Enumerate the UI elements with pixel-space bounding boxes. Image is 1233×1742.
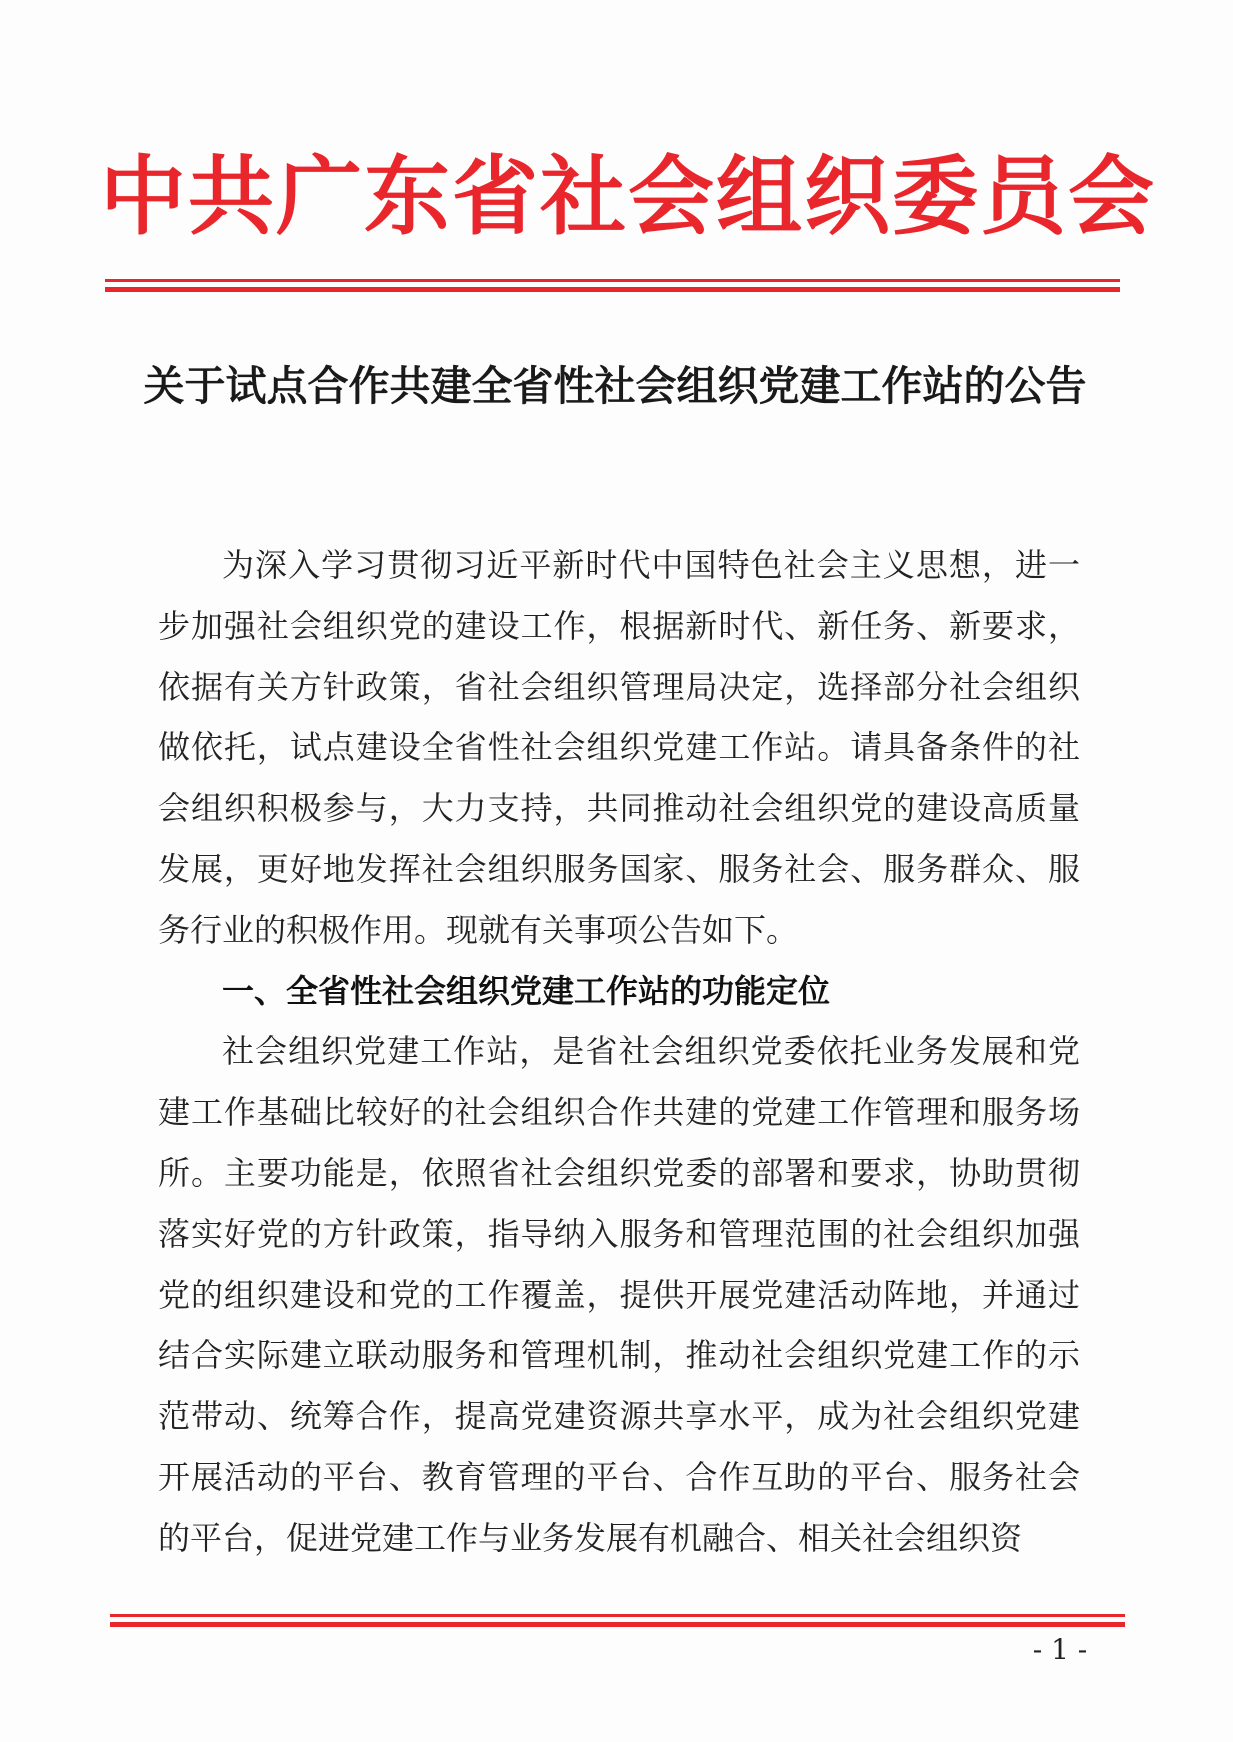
header-divider-thin xyxy=(105,279,1120,282)
section-1-paragraph: 社会组织党建工作站，是省社会组织党委依托业务发展和党建工作基础比较好的社会组织合作共建的党建工作管理和服务场所。主要功能是，依照省社会组织党委的部署和要求，协助贯彻落实好党的方针政策，指导纳入服务和管理范围的社会组织加强党的组织建设和党的工作覆盖，提供开展党建活动阵地，并通过结合实际建立联动服务和管理机制，推动社会组织党建工作的示范带动、统筹合作，提高党建资源共享水平，成为社会组织党建开展活动的平台、教育管理的平台、合作互助的平台、服务社会的平台，促进党建工作与业务发展有机融合、相关社会组织资 xyxy=(158,1032,1080,1557)
document-body xyxy=(158,535,1080,1569)
issuer-masthead: 中共广东省社会组织委员会 xyxy=(100,147,1156,247)
section-heading-1: 一、全省性社会组织党建工作站的功能定位 xyxy=(222,971,831,1010)
document-title: 关于试点合作共建全省性社会组织党建工作站的公告 xyxy=(143,362,1087,410)
header-divider-thick xyxy=(105,287,1120,292)
footer-divider-thin xyxy=(110,1614,1125,1617)
footer-divider-thick xyxy=(110,1622,1125,1627)
intro-paragraph: 为深入学习贯彻习近平新时代中国特色社会主义思想，进一步加强社会组织党的建设工作，根据新时代、新任务、新要求，依据有关方针政策，省社会组织管理局决定，选择部分社会组织做依托，试点建设全省性社会组织党建工作站。请具备条件的社会组织积极参与，大力支持，共同推动社会组织党的建设高质量发展，更好地发挥社会组织服务国家、服务社会、服务群众、服务行业的积极作用。现就有关事项公告如下。 xyxy=(158,546,1080,949)
page-number: - 1 - xyxy=(1032,1633,1088,1666)
